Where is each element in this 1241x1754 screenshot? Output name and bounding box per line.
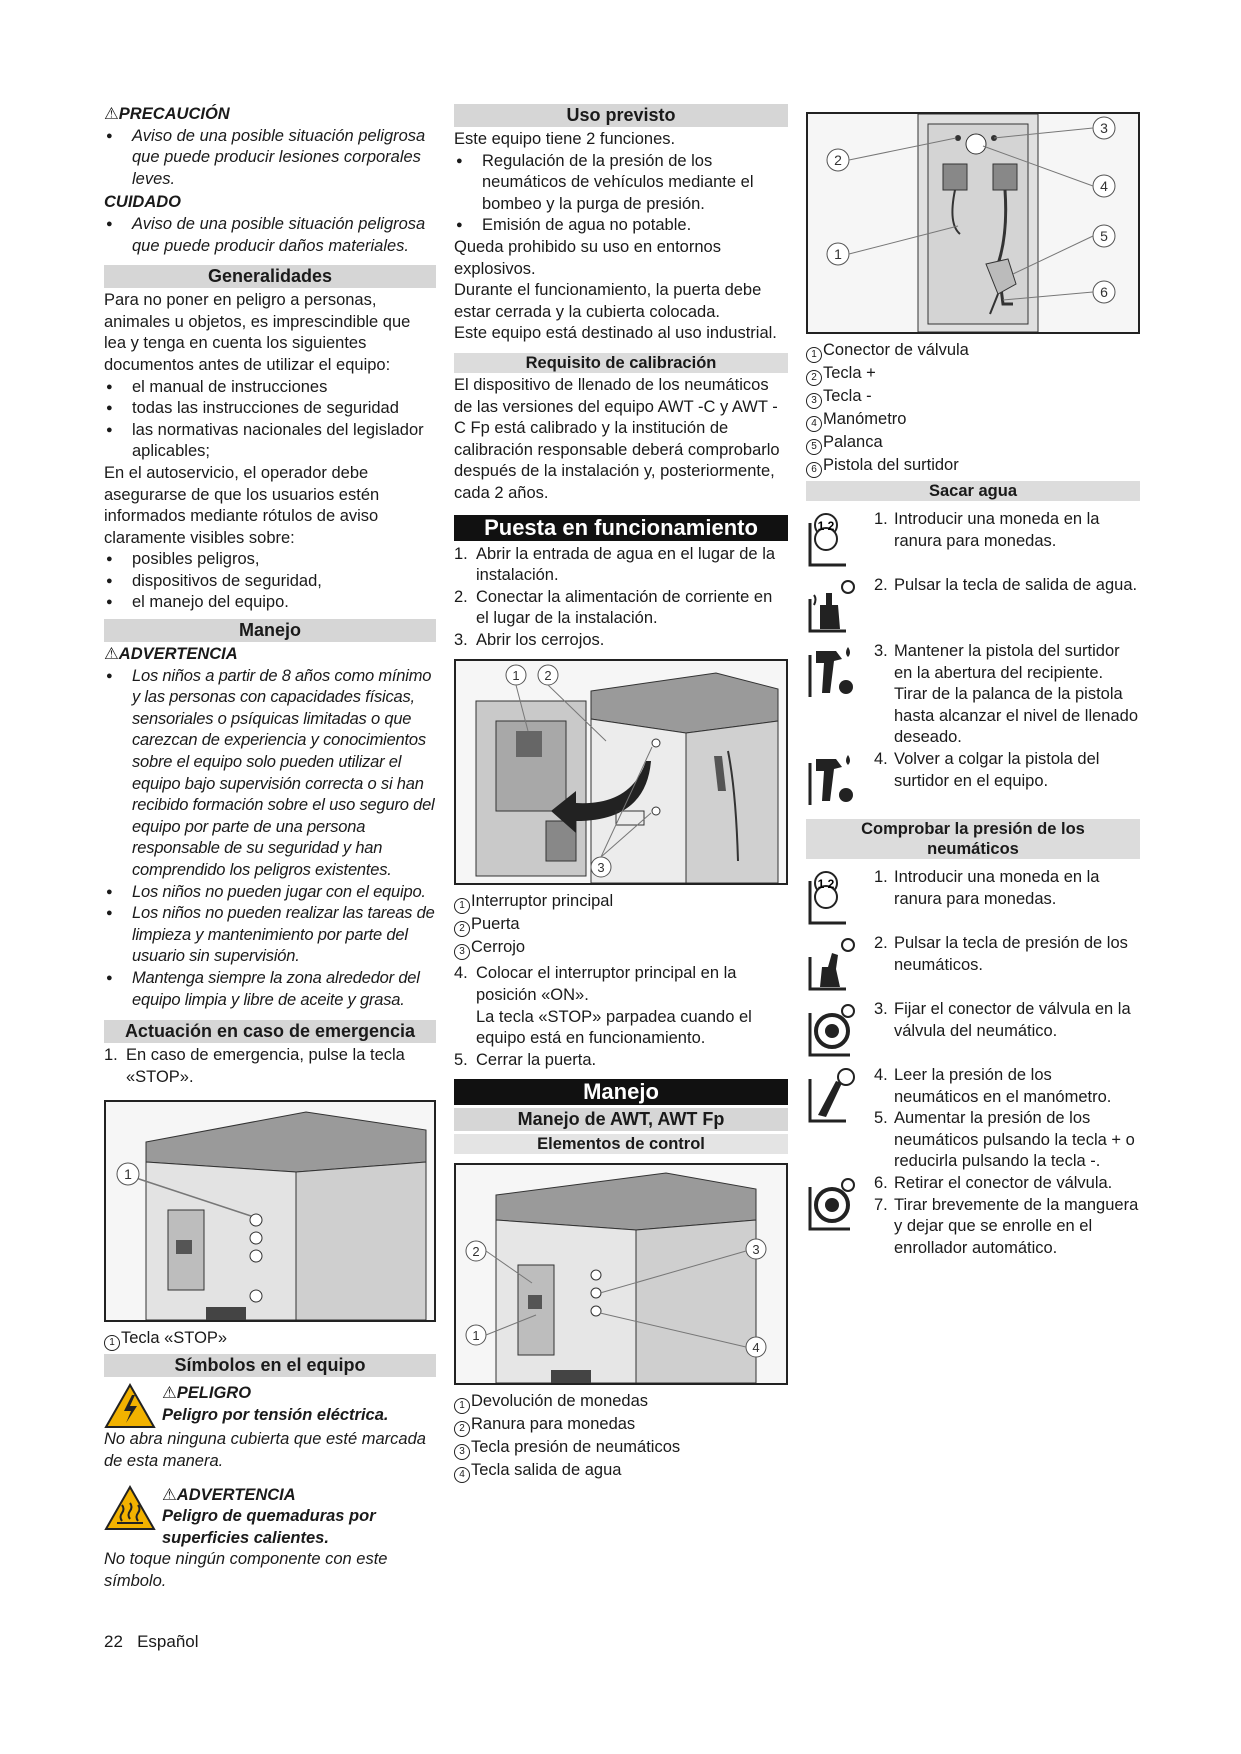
- callout-5: 5: [1100, 228, 1108, 244]
- stop-key-legend: 1 Tecla «STOP»: [104, 1328, 436, 1351]
- sacar-step-2: [806, 575, 1140, 633]
- legend-item: 1 Conector de válvula: [806, 340, 1140, 363]
- sacar-heading: Sacar agua: [806, 481, 1140, 501]
- sacar-step-3: [806, 641, 1140, 749]
- callout-6: 6: [1100, 284, 1108, 300]
- list-item: ● dispositivos de seguridad,: [104, 571, 436, 593]
- hot-surface-icon: [104, 1485, 156, 1531]
- uso-p2: Durante el funcionamiento, la puerta debe estar cerrada y la cubierta colocada.: [454, 281, 762, 321]
- list-item: 3. Abrir los cerrojos.: [454, 630, 605, 649]
- manometer-read-icon: [806, 1065, 858, 1123]
- tire-valve-icon: [806, 999, 858, 1057]
- generalidades-heading: Generalidades: [104, 265, 436, 288]
- callout-3: 3: [597, 860, 605, 876]
- list-item: 1. Introducir una moneda en la ranura para monedas.: [874, 510, 1100, 550]
- callout-3: 3: [752, 1242, 760, 1258]
- list-item: 7. Tirar brevemente de la manguera y dejar que se enrolle en el enrollador automático.: [874, 1195, 1139, 1257]
- generalidades-text2: En el autoservicio, el operador debe asegurarse de que los usuarios estén informados mediante rótulos de aviso claramente visibles sobre:: [104, 463, 380, 547]
- peligro-title: ⚠PELIGRO: [162, 1384, 252, 1403]
- tire-pump-illustration: [808, 114, 1138, 332]
- manejo-heading: Manejo: [104, 619, 436, 642]
- callout-4: 4: [752, 1340, 760, 1356]
- stop-key-figure: [104, 1100, 436, 1322]
- puesta-heading: Puesta en funcionamiento: [454, 515, 788, 541]
- list-item: 3. Mantener la pistola del surtidor en la abertura del recipiente. Tirar de la palanca de la pistola hasta alcanzar el nivel de llenado deseado.: [874, 642, 1138, 747]
- generalidades-intro: Para no poner en peligro a personas, animales u objetos, es imprescindible que lea y tenga en cuenta los siguientes documentos antes de utilizar el equipo:: [104, 291, 411, 374]
- list-item: ● Emisión de agua no potable.: [454, 215, 788, 237]
- coin-icon: [806, 867, 858, 925]
- adv-title: ⚠ADVERTENCIA: [162, 1485, 296, 1504]
- legend-item: 2 Ranura para monedas: [454, 1414, 788, 1437]
- manejo-awt-heading: Manejo de AWT, AWT Fp: [454, 1108, 788, 1131]
- callout-1: 1: [834, 246, 842, 262]
- list-item: ● Regulación de la presión de los neumáticos de vehículos mediante el bombeo y la purga de presión.: [454, 151, 788, 216]
- presion-step-6: [806, 1173, 1140, 1259]
- list-item: 2. Conectar la alimentación de corriente en el lugar de la instalación.: [454, 587, 773, 628]
- presion-step-1: [806, 867, 1140, 925]
- list-item: ● Aviso de una posible situación peligrosa que puede producir lesiones corporales leves.: [104, 126, 436, 191]
- generalidades-list2: [104, 549, 436, 614]
- list-item: ● el manejo del equipo.: [104, 592, 436, 614]
- list-item: 2. Pulsar la tecla de presión de los neumáticos.: [874, 933, 1128, 974]
- uso-intro: Este equipo tiene 2 funciones.: [454, 130, 676, 148]
- list-item: ● el manual de instrucciones: [104, 377, 436, 399]
- calibracion-text: El dispositivo de llenado de los neumáticos de las versiones del equipo AWT -C y AWT -C Fp está calibrado y la institución de calibración responsable deberá comprobarlo después de la instalación y, posteriormente, cada 2 años.: [454, 375, 780, 502]
- emergencia-steps: [104, 1045, 436, 1088]
- list-item: 6. Retirar el conector de válvula.: [874, 1173, 1113, 1192]
- callout-2: 2: [834, 152, 842, 168]
- legend-item: 1 Interruptor principal: [454, 891, 788, 914]
- footer-language: Español: [137, 1632, 199, 1651]
- list-item: 4. Colocar el interruptor principal en la posición «ON». La tecla «STOP» parpadea cuando el equipo está en funcionamiento.: [454, 964, 752, 1048]
- press-tire-key-icon: [806, 933, 858, 991]
- column-3: [806, 104, 1140, 1259]
- legend-item: 2 Puerta: [454, 914, 788, 937]
- legend-item: 3 Cerrojo: [454, 937, 788, 960]
- peligro-sub: Peligro por tensión eléctrica.: [162, 1405, 389, 1424]
- callout-2: 2: [544, 668, 552, 684]
- list-item: 2. Pulsar la tecla de salida de agua.: [874, 576, 1138, 594]
- coin-icon: [806, 509, 858, 567]
- spray-gun-icon: [806, 641, 858, 699]
- tire-valve-icon: [806, 1173, 858, 1231]
- list-item: ● posibles peligros,: [104, 549, 436, 571]
- elementos-heading: Elementos de control: [454, 1134, 788, 1154]
- list-item: ● las normativas nacionales del legislador aplicables;: [104, 420, 436, 463]
- legend-item: 6 Pistola del surtidor: [806, 455, 1140, 478]
- presion-step-2: [806, 933, 1140, 991]
- main-switch-figure: [454, 659, 788, 885]
- list-item: ● Aviso de una posible situación peligrosa que puede producir daños materiales.: [104, 214, 436, 257]
- advertencia-title: ⚠ADVERTENCIA: [104, 645, 238, 664]
- list-item: 4. Volver a colgar la pistola del surtidor en el equipo.: [874, 749, 1100, 790]
- device-illustration: [106, 1102, 434, 1320]
- svg-text:1 2: 1 2: [817, 519, 835, 533]
- legend-item: 2 Tecla +: [806, 363, 1140, 386]
- uso-heading: Uso previsto: [454, 104, 788, 127]
- legend-item: 4 Manómetro: [806, 409, 1140, 432]
- simbolos-heading: Símbolos en el equipo: [104, 1354, 436, 1377]
- legend-item: 4 Tecla salida de agua: [454, 1460, 788, 1483]
- manejo2-heading: Manejo: [454, 1079, 788, 1105]
- puesta-steps-2: [454, 963, 788, 1071]
- callout-2: 2: [472, 1244, 480, 1260]
- precaucion-list: [104, 126, 436, 191]
- puesta-steps: [454, 544, 788, 652]
- list-item: 1. Abrir la entrada de agua en el lugar de la instalación.: [454, 544, 776, 585]
- list-item: 1. En caso de emergencia, pulse la tecla «STOP».: [104, 1046, 405, 1086]
- callout-1: 1: [472, 1328, 480, 1344]
- device-front-illustration: [456, 1165, 786, 1383]
- emergencia-heading: Actuación en caso de emergencia: [104, 1020, 436, 1043]
- electric-hazard-icon: [104, 1383, 156, 1429]
- generalidades-list: [104, 377, 436, 463]
- precaucion-title: ⚠PRECAUCIÓN: [104, 105, 230, 123]
- peligro-text: No abra ninguna cubierta que esté marcada de esta manera.: [104, 1430, 426, 1470]
- press-water-key-icon: [806, 575, 858, 633]
- list-item: 1. Introducir una moneda en la ranura para monedas.: [874, 867, 1100, 908]
- control-elements-figure: [454, 1163, 788, 1385]
- legend-item: 5 Palanca: [806, 432, 1140, 455]
- callout-1: 1: [124, 1166, 132, 1183]
- sacar-step-1: [806, 509, 1140, 567]
- page-footer: [104, 1632, 199, 1652]
- adv-sub: Peligro de quemaduras por superficies calientes.: [162, 1507, 376, 1547]
- callout-4: 4: [1100, 178, 1108, 194]
- svg-text:1 2: 1 2: [817, 876, 835, 891]
- list-item: 3. Fijar el conector de válvula en la válvula del neumático.: [874, 999, 1131, 1040]
- legend-item: 3 Tecla presión de neumáticos: [454, 1437, 788, 1460]
- manejo-list: [104, 666, 436, 1012]
- page-number: 22: [104, 1632, 123, 1651]
- tire-equipment-figure: [806, 112, 1140, 334]
- presion-heading: Comprobar la presión de los neumáticos: [806, 819, 1140, 859]
- list-item: 5. Aumentar la presión de los neumáticos pulsando la tecla + o reducirla pulsando la tecla -.: [874, 1109, 1135, 1171]
- list-item: ● Los niños a partir de 8 años como mínimo y las personas con capacidades físicas, sensoriales o psíquicas limitadas o que carezcan de experiencia y conocimientos sobre el equipo solo pueden utilizar el equipo bajo supervisión correcta o si han recibido formación sobre el uso seguro del equipo por parte de una persona responsable de su seguridad y han comprendido los peligros existentes.: [104, 666, 436, 882]
- cuidado-title: CUIDADO: [104, 193, 181, 212]
- list-item: ● Mantenga siempre la zona alrededor del equipo limpia y libre de aceite y grasa.: [104, 968, 436, 1011]
- list-item: 5. Cerrar la puerta.: [454, 1050, 597, 1069]
- uso-p1: Queda prohibido su uso en entornos explosivos.: [454, 237, 721, 278]
- sacar-step-4: [806, 749, 1140, 807]
- list-item: ● Los niños no pueden realizar las tareas de limpieza y mantenimiento por parte del usuario sin supervisión.: [104, 903, 436, 968]
- list-item: 4. Leer la presión de los neumáticos en el manómetro.: [874, 1065, 1112, 1106]
- presion-step-4: [806, 1065, 1140, 1173]
- hang-gun-icon: [806, 749, 858, 807]
- uso-list: [454, 151, 788, 237]
- legend-item: 1 Devolución de monedas: [454, 1391, 788, 1414]
- calibracion-heading: Requisito de calibración: [454, 353, 788, 373]
- column-1: [104, 104, 436, 1593]
- cuidado-list: [104, 214, 436, 257]
- list-item: ● Los niños no pueden jugar con el equipo.: [104, 882, 436, 904]
- column-2: [454, 104, 788, 1483]
- uso-p3: Este equipo está destinado al uso industrial.: [454, 324, 777, 343]
- adv-text: No toque ningún componente con este símbolo.: [104, 1550, 388, 1590]
- list-item: ● todas las instrucciones de seguridad: [104, 398, 436, 420]
- callout-3: 3: [1100, 120, 1108, 136]
- presion-step-3: [806, 999, 1140, 1057]
- device-open-illustration: [456, 661, 786, 883]
- callout-1: 1: [512, 668, 520, 684]
- legend-item: 3 Tecla -: [806, 386, 1140, 409]
